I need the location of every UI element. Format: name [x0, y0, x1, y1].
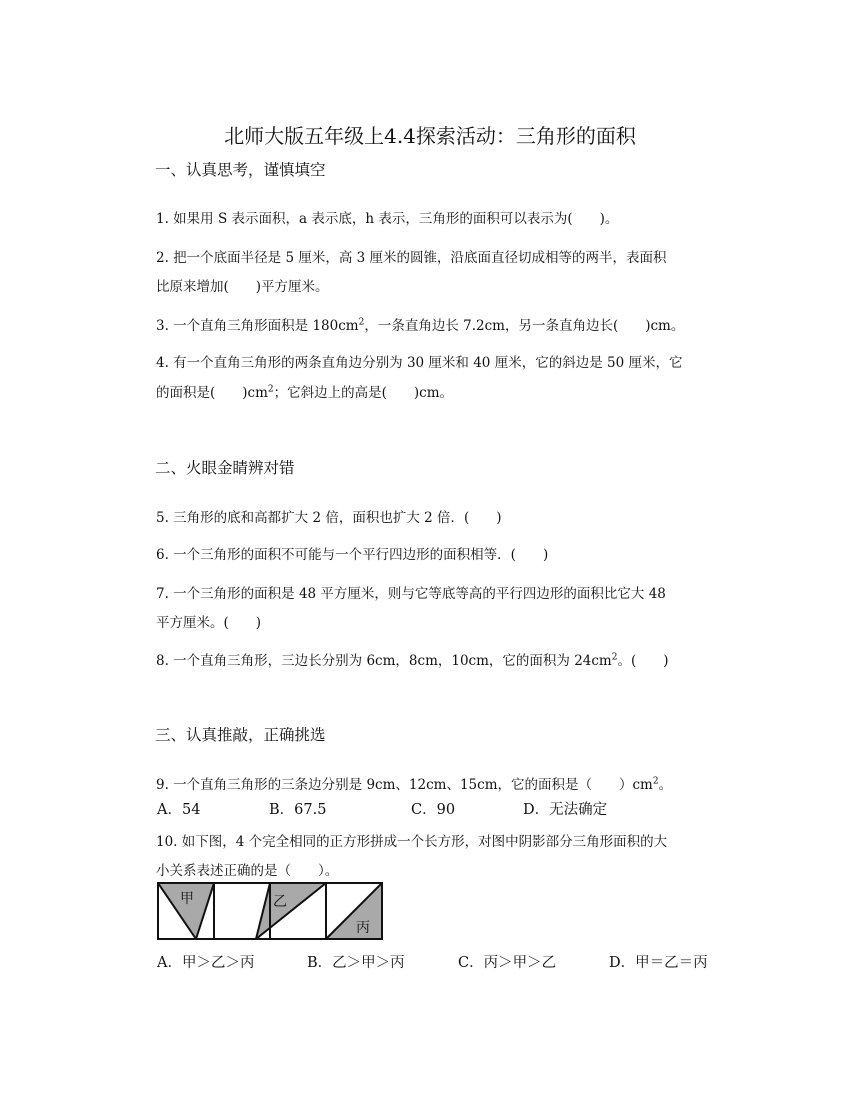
- page-title: 北师大版五年级上4.4探索活动：三角形的面积: [224, 124, 636, 148]
- question-9: 9. 一个直角三角形的三条边分别是 9cm、12cm、15cm，它的面积是（ ）$cm^2$。: [156, 776, 673, 793]
- q10-option-d: D．甲＝乙＝丙: [609, 955, 708, 971]
- question-1: 1. 如果用 S 表示面积，a 表示底，h 表示，三角形的面积可以表示为( )。: [156, 211, 619, 227]
- q9-option-d: D．无法确定: [523, 802, 608, 818]
- question-7-line-2: 平方厘米。( ): [156, 615, 262, 631]
- question-4-line-1: 4. 有一个直角三角形的两条直角边分别为 30 厘米和 40 厘米，它的斜边是 50 厘米，它: [156, 355, 683, 371]
- question-7-line-1: 7. 一个三角形的面积是 48 平方厘米，则与它等底等高的平行四边形的面积比它大 48: [156, 586, 666, 602]
- section-1-heading: 一、认真思考，谨慎填空: [155, 161, 326, 179]
- question-8: 8. 一个直角三角形，三边长分别为 6cm，8cm，10cm，它的面积为 $24cm^2$。( ): [156, 652, 669, 669]
- label-bing: 丙: [356, 920, 370, 936]
- question-2-line-1: 2. 把一个底面半径是 5 厘米，高 3 厘米的圆锥，沿底面直径切成相等的两半，表面积: [156, 250, 667, 266]
- q9-option-c: C．90: [411, 802, 456, 818]
- question-10-line-1: 10. 如下图，4 个完全相同的正方形拼成一个长方形，对图中阴影部分三角形面积的大: [156, 834, 668, 850]
- q10-option-c: C．丙＞甲＞乙: [458, 955, 557, 971]
- q10-option-a: A．甲＞乙＞丙: [157, 955, 255, 971]
- q9-option-b: B．67.5: [269, 802, 327, 818]
- question-3: 3. 一个直角三角形面积是 $180cm^2$，一条直角边长 7.2cm，另一条直角边长( )cm。: [156, 317, 685, 334]
- question-4-line-2: 的面积是( )$cm^2$；它斜边上的高是( )cm。: [156, 384, 454, 401]
- label-jia: 甲: [180, 891, 194, 907]
- q10-option-b: B．乙＞甲＞丙: [307, 955, 405, 971]
- four-squares-figure: [156, 881, 384, 941]
- q9-option-a: A．54: [157, 802, 201, 818]
- section-3-heading: 三、认真推敲，正确挑选: [155, 726, 326, 744]
- question-5: 5. 三角形的底和高都扩大 2 倍，面积也扩大 2 倍．( ): [156, 510, 502, 526]
- question-2-line-2: 比原来增加( )平方厘米。: [156, 279, 329, 295]
- question-10-line-2: 小关系表述正确的是（ ）。: [156, 863, 339, 879]
- question-6: 6. 一个三角形的面积不可能与一个平行四边形的面积相等．( ): [156, 547, 549, 563]
- label-yi: 乙: [273, 894, 287, 910]
- section-2-heading: 二、火眼金睛辨对错: [155, 459, 295, 477]
